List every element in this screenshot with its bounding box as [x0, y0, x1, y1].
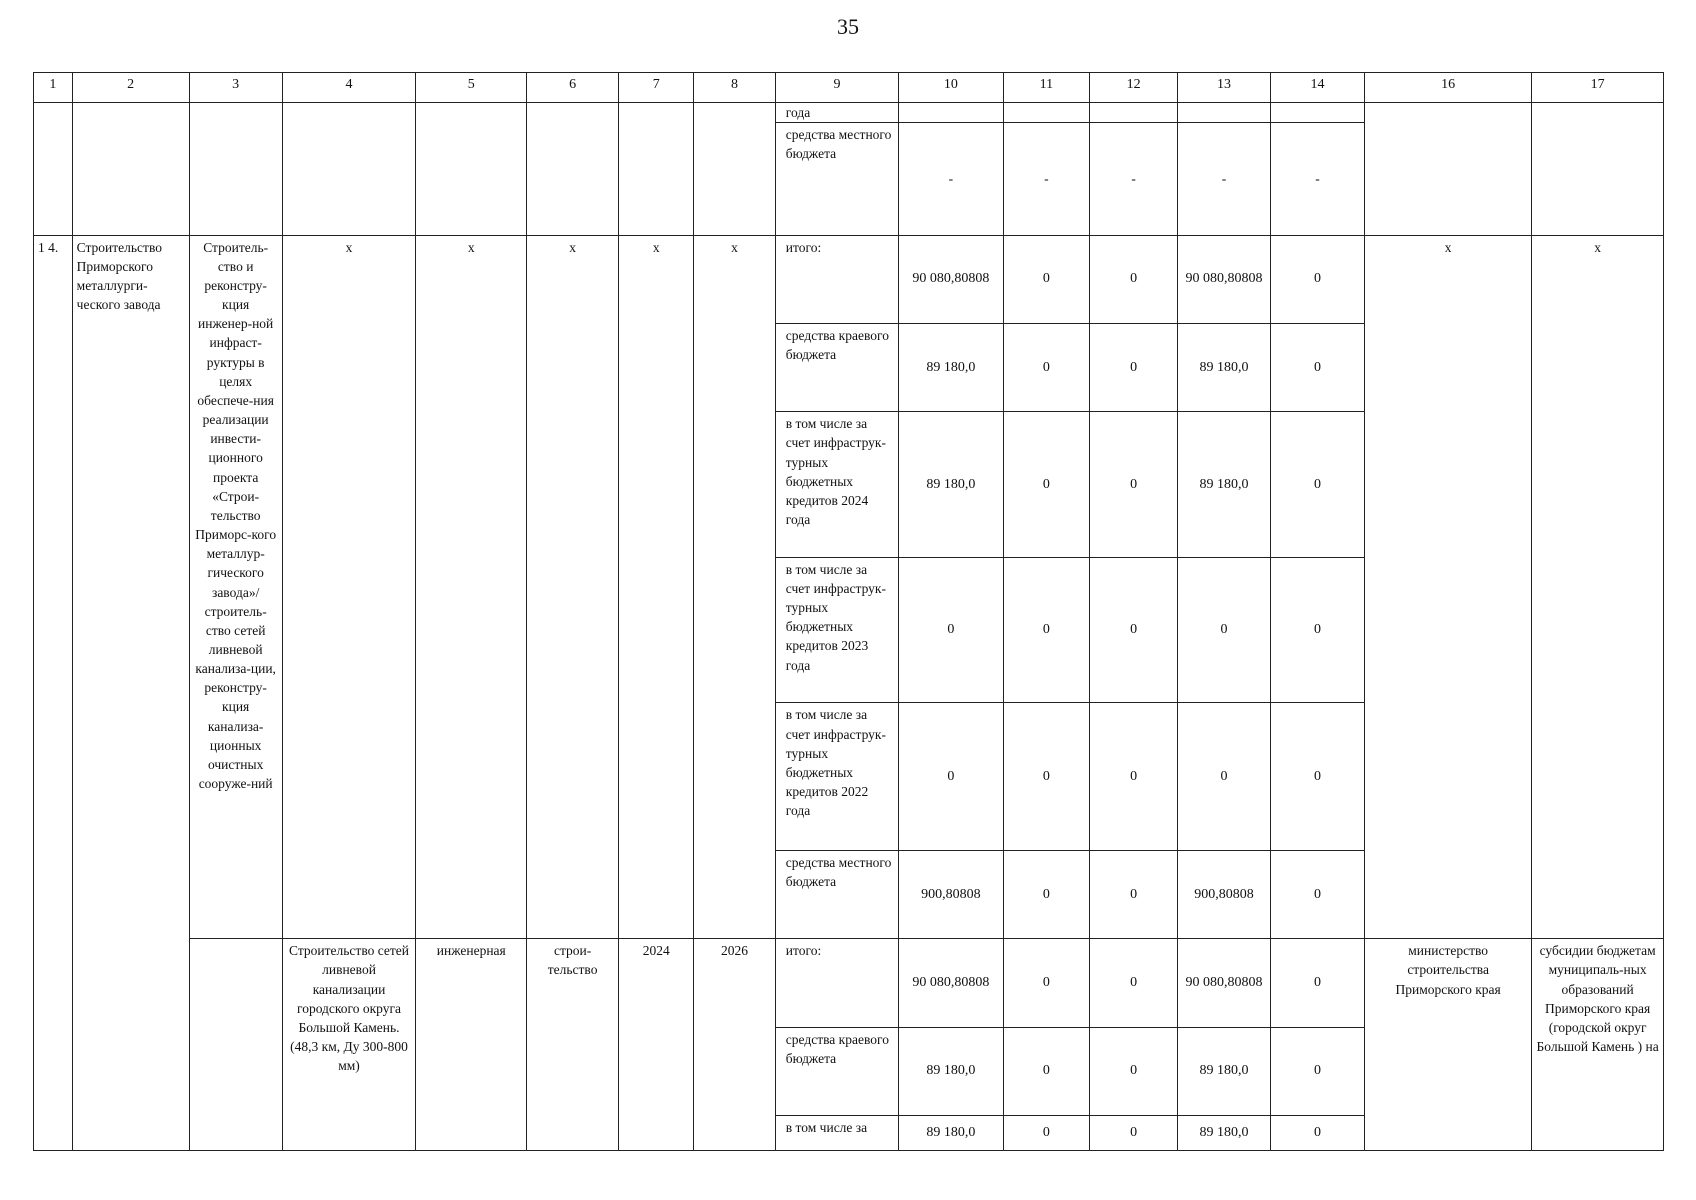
column-header: 8 — [694, 73, 776, 103]
item-col7: x — [619, 235, 694, 938]
value-cell: 0 — [1003, 1027, 1090, 1115]
continuation-row — [34, 103, 1664, 123]
funding-source: в том числе за счет инфраструк-турных бюджетных кредитов 2024 года — [775, 412, 898, 558]
value-cell: 0 — [1090, 1027, 1178, 1115]
value-cell: 0 — [1271, 412, 1365, 558]
column-header: 14 — [1271, 73, 1365, 103]
item-name: Строительство Приморского металлурги-ческого завода — [72, 235, 189, 1150]
value-cell: 0 — [1090, 235, 1178, 323]
value-cell: 89 180,0 — [1178, 1115, 1271, 1150]
work-type: строи-тельство — [527, 939, 619, 1151]
value-cell: 90 080,80808 — [899, 235, 1003, 323]
value-cell: 90 080,80808 — [1178, 939, 1271, 1027]
value-cell: - — [1271, 123, 1365, 235]
funding-source: в том числе за — [775, 1115, 898, 1150]
value-cell: 0 — [1090, 324, 1178, 412]
value-cell: 0 — [1271, 557, 1365, 703]
funding-source: средства краевого бюджета — [775, 1027, 898, 1115]
value-cell: 0 — [899, 703, 1003, 851]
value-cell: 89 180,0 — [899, 1115, 1003, 1150]
column-header: 2 — [72, 73, 189, 103]
column-header: 3 — [189, 73, 282, 103]
value-cell: 89 180,0 — [1178, 1027, 1271, 1115]
column-header: 11 — [1003, 73, 1090, 103]
item-col16: x — [1365, 235, 1532, 938]
value-cell: 0 — [1003, 850, 1090, 938]
start-year: 2024 — [619, 939, 694, 1151]
column-header: 13 — [1178, 73, 1271, 103]
value-cell: - — [1178, 123, 1271, 235]
page-number: 35 — [837, 14, 859, 39]
value-cell: - — [1090, 123, 1178, 235]
responsible-executor: министерство строительства Приморского края — [1365, 939, 1532, 1151]
column-header: 6 — [527, 73, 619, 103]
value-cell: 0 — [1003, 1115, 1090, 1150]
item-col6: x — [527, 235, 619, 938]
value-cell: 0 — [1003, 412, 1090, 558]
value-cell: 89 180,0 — [899, 324, 1003, 412]
value-cell: 0 — [1090, 939, 1178, 1027]
object-type: инженерная — [416, 939, 527, 1151]
value-cell: 0 — [1271, 703, 1365, 851]
item-col4: x — [282, 235, 416, 938]
value-cell: 89 180,0 — [899, 1027, 1003, 1115]
value-cell: 0 — [1271, 1027, 1365, 1115]
value-cell: 0 — [1271, 850, 1365, 938]
value-cell: 89 180,0 — [1178, 412, 1271, 558]
value-cell: 0 — [1090, 412, 1178, 558]
funding-source: итого: — [775, 939, 898, 1027]
value-cell: 90 080,80808 — [1178, 235, 1271, 323]
value-cell: 0 — [1271, 235, 1365, 323]
value-cell: 0 — [1271, 324, 1365, 412]
value-cell: 0 — [1090, 557, 1178, 703]
value-cell: 0 — [1003, 324, 1090, 412]
value-cell: 900,80808 — [1178, 850, 1271, 938]
funding-form: субсидии бюджетам муниципаль-ных образований Приморского края (городской округ Большой Камень ) на — [1532, 939, 1664, 1151]
value-cell: 0 — [1090, 850, 1178, 938]
value-cell: 0 — [1090, 703, 1178, 851]
column-header: 17 — [1532, 73, 1664, 103]
value-cell: - — [899, 123, 1003, 235]
funding-source-fragment: года — [775, 103, 898, 123]
value-cell: 900,80808 — [899, 850, 1003, 938]
item-number: 1 4. — [34, 235, 73, 1150]
budget-table — [33, 72, 1664, 1151]
value-cell: 0 — [1003, 703, 1090, 851]
column-header: 1 — [34, 73, 73, 103]
funding-source: итого: — [775, 235, 898, 323]
value-cell: 0 — [1003, 939, 1090, 1027]
value-cell: 0 — [1178, 557, 1271, 703]
value-cell: 89 180,0 — [899, 412, 1003, 558]
value-cell: 89 180,0 — [1178, 324, 1271, 412]
column-header: 12 — [1090, 73, 1178, 103]
item-purpose: Строитель-ство и реконстру-кция инженер-ной инфраст-руктуры в целях обеспече-ния реализации инвести-ционного проекта «Строи-тельство Приморс-кого металлур-гического завода»/ строитель-ство сетей ливневой канализа-ции, реконстру-кция канализа-ционных очистных сооруже-ний — [189, 235, 282, 938]
value-cell: 0 — [1003, 235, 1090, 323]
end-year: 2026 — [694, 939, 776, 1151]
value-cell: 0 — [1003, 557, 1090, 703]
column-header: 16 — [1365, 73, 1532, 103]
column-header-row — [34, 73, 1664, 103]
funding-source: средства местного бюджета — [775, 850, 898, 938]
column-header: 7 — [619, 73, 694, 103]
item-col5: x — [416, 235, 527, 938]
item-col8: x — [694, 235, 776, 938]
funding-source: в том числе за счет инфраструк-турных бюджетных кредитов 2023 года — [775, 557, 898, 703]
item-col17: x — [1532, 235, 1664, 938]
funding-source: в том числе за счет инфраструк-турных бюджетных кредитов 2022 года — [775, 703, 898, 851]
column-header: 10 — [899, 73, 1003, 103]
funding-source: средства местного бюджета — [775, 123, 898, 235]
column-header: 5 — [416, 73, 527, 103]
value-cell: 0 — [1090, 1115, 1178, 1150]
column-header: 4 — [282, 73, 416, 103]
funding-source: средства краевого бюджета — [775, 324, 898, 412]
value-cell: 90 080,80808 — [899, 939, 1003, 1027]
column-header: 9 — [775, 73, 898, 103]
value-cell: 0 — [1271, 939, 1365, 1027]
table-row — [34, 235, 1664, 323]
table-row — [34, 939, 1664, 1027]
value-cell: 0 — [1178, 703, 1271, 851]
value-cell: - — [1003, 123, 1090, 235]
object-name: Строительство сетей ливневой канализации городского округа Большой Камень. (48,3 км, Ду 300-800 мм) — [282, 939, 416, 1151]
value-cell: 0 — [899, 557, 1003, 703]
value-cell: 0 — [1271, 1115, 1365, 1150]
